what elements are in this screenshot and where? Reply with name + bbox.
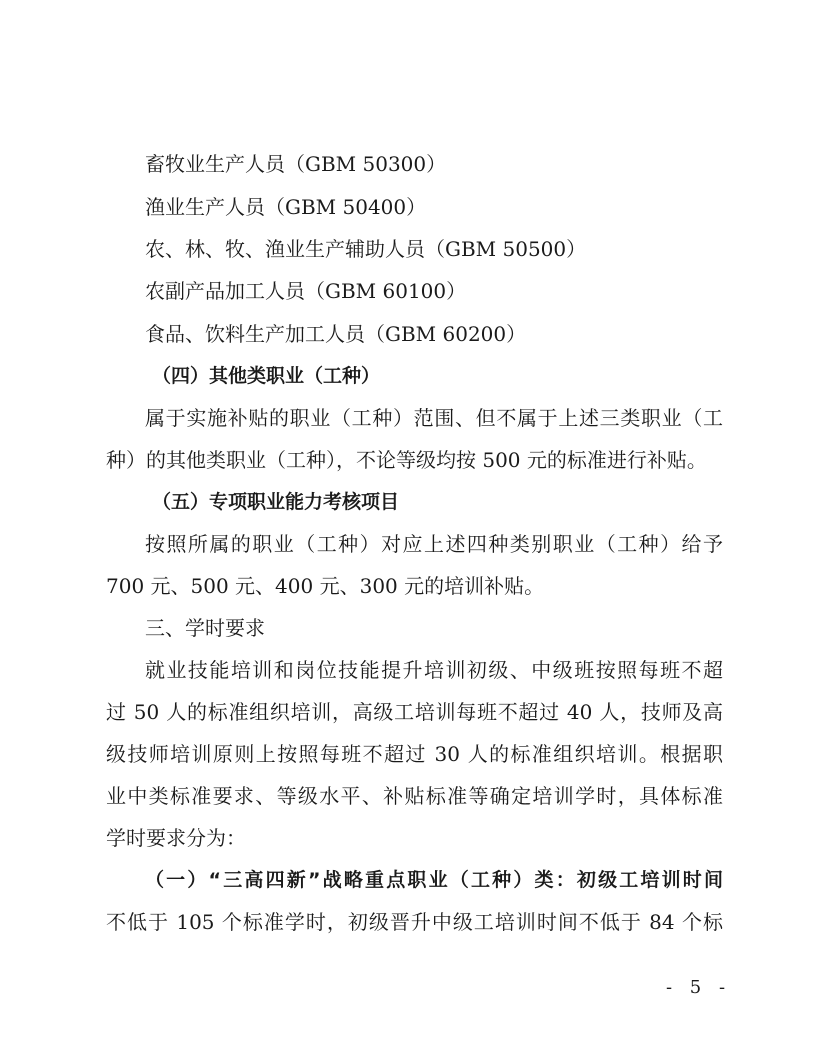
section-heading-special-ability: （五）专项职业能力考核项目 [152,491,400,513]
occupation-item-food-beverage: 食品、饮料生产加工人员（GBM 60200） [145,322,527,346]
paragraph-line: 级技师培训原则上按照每班不超过 30 人的标准组织培训。根据职 [106,742,723,766]
paragraph-line: 700 元、500 元、400 元、300 元的培训补贴。 [106,574,545,598]
section-heading-hours: 三、学时要求 [145,616,265,640]
paragraph-line: 过 50 人的标准组织培训，高级工培训每班不超过 40 人，技师及高 [106,700,723,724]
occupation-item-fishery: 渔业生产人员（GBM 50400） [145,195,427,219]
paragraph-line: 不低于 105 个标准学时，初级晋升中级工培训时间不低于 84 个标 [106,910,723,934]
occupation-item-agri-support: 农、林、牧、渔业生产辅助人员（GBM 50500） [145,237,587,261]
occupation-item-livestock: 畜牧业生产人员（GBM 50300） [145,152,447,176]
paragraph-line: 就业技能培训和岗位技能提升培训初级、中级班按照每班不超 [145,658,723,682]
paragraph-line: 属于实施补贴的职业（工种）范围、但不属于上述三类职业（工 [145,406,723,430]
page-number: - 5 - [666,977,732,998]
paragraph-line: 按照所属的职业（工种）对应上述四种类别职业（工种）给予 [145,532,723,556]
subsection-heading-key-occupations: （一）“三高四新”战略重点职业（工种）类：初级工培训时间 [145,869,723,891]
occupation-item-agri-processing: 农副产品加工人员（GBM 60100） [145,279,467,303]
paragraph-line: 学时要求分为： [106,826,246,850]
section-heading-other-occupations: （四）其他类职业（工种） [152,365,381,387]
paragraph-line: 种）的其他类职业（工种），不论等级均按 500 元的标准进行补贴。 [106,448,707,472]
paragraph-line: 业中类标准要求、等级水平、补贴标准等确定培训学时，具体标准 [106,784,723,808]
